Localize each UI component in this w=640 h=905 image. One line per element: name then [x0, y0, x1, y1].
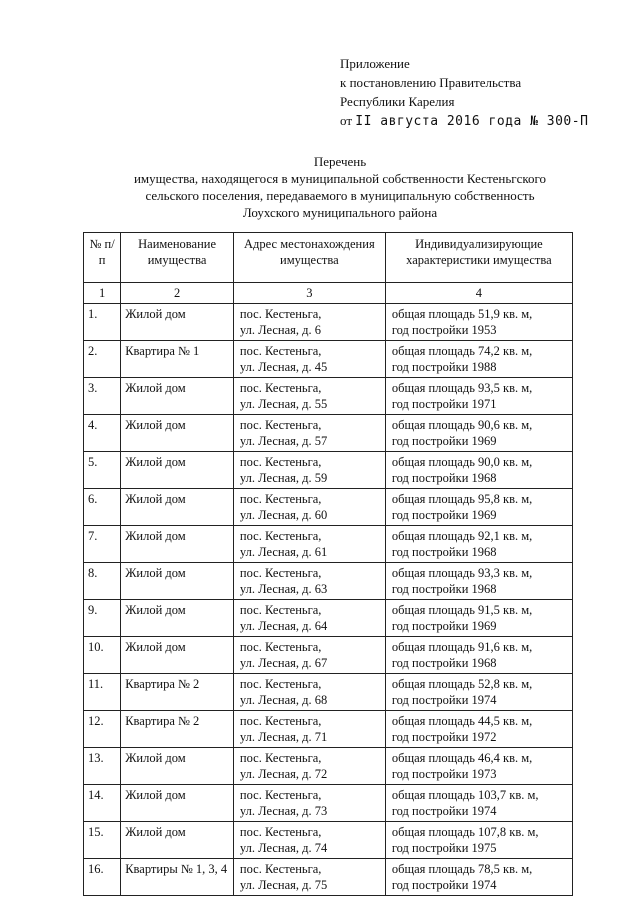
row-address-settlement: пос. Кестеньга, [239, 788, 322, 802]
row-characteristics [385, 415, 572, 452]
table-row [84, 378, 573, 415]
row-number: 10. [84, 637, 121, 674]
row-year: год постройки 1974 [391, 878, 497, 892]
appendix-line-2: к постановлению Правительства [340, 75, 522, 90]
row-name: Жилой дом [121, 637, 234, 674]
row-address [233, 415, 385, 452]
row-address [233, 600, 385, 637]
row-address [233, 637, 385, 674]
row-name: Жилой дом [121, 378, 234, 415]
row-name: Жилой дом [121, 563, 234, 600]
row-area: общая площадь 52,8 кв. м, [391, 677, 533, 691]
table-row [84, 304, 573, 341]
row-year: год постройки 1971 [391, 397, 497, 411]
row-address [233, 526, 385, 563]
row-name: Жилой дом [121, 304, 234, 341]
row-number: 14. [84, 785, 121, 822]
row-area: общая площадь 90,0 кв. м, [391, 455, 533, 469]
row-characteristics [385, 341, 572, 378]
row-characteristics [385, 711, 572, 748]
table-row [84, 711, 573, 748]
row-address [233, 748, 385, 785]
row-address [233, 563, 385, 600]
row-name: Жилой дом [121, 415, 234, 452]
row-address-street: ул. Лесная, д. 60 [239, 508, 328, 522]
row-year: год постройки 1969 [391, 619, 497, 633]
table-body [84, 304, 573, 896]
row-address-settlement: пос. Кестеньга, [239, 381, 322, 395]
column-number: 3 [233, 283, 385, 304]
row-number: 8. [84, 563, 121, 600]
row-year: год постройки 1974 [391, 693, 497, 707]
row-name: Жилой дом [121, 748, 234, 785]
table-row [84, 341, 573, 378]
row-address-settlement: пос. Кестеньга, [239, 492, 322, 506]
column-number: 1 [84, 283, 121, 304]
row-year: год постройки 1972 [391, 730, 497, 744]
row-address-street: ул. Лесная, д. 6 [239, 323, 321, 337]
row-number: 12. [84, 711, 121, 748]
row-area: общая площадь 51,9 кв. м, [391, 307, 533, 321]
row-year: год постройки 1968 [391, 656, 497, 670]
row-year: год постройки 1968 [391, 545, 497, 559]
row-address [233, 785, 385, 822]
row-year: год постройки 1988 [391, 360, 497, 374]
title-line-4: Лоухского муниципального района [242, 205, 438, 220]
row-address [233, 674, 385, 711]
row-number: 9. [84, 600, 121, 637]
row-address-street: ул. Лесная, д. 59 [239, 471, 328, 485]
row-address-settlement: пос. Кестеньга, [239, 529, 322, 543]
header-name: Наименование имущества [121, 233, 234, 283]
row-characteristics [385, 822, 572, 859]
row-address-settlement: пос. Кестеньга, [239, 455, 322, 469]
header-number: № п/п [84, 233, 121, 283]
row-area: общая площадь 91,5 кв. м, [391, 603, 533, 617]
table-row [84, 822, 573, 859]
row-characteristics [385, 304, 572, 341]
table-header-row [84, 233, 573, 283]
row-address-settlement: пос. Кестеньга, [239, 418, 322, 432]
row-number: 6. [84, 489, 121, 526]
row-characteristics [385, 452, 572, 489]
row-year: год постройки 1974 [391, 804, 497, 818]
row-year: год постройки 1973 [391, 767, 497, 781]
row-area: общая площадь 93,5 кв. м, [391, 381, 533, 395]
row-address-street: ул. Лесная, д. 68 [239, 693, 328, 707]
row-year: год постройки 1975 [391, 841, 497, 855]
table-column-numbers-row [84, 283, 573, 304]
row-area: общая площадь 91,6 кв. м, [391, 640, 533, 654]
row-characteristics [385, 600, 572, 637]
row-area: общая площадь 92,1 кв. м, [391, 529, 533, 543]
row-address-street: ул. Лесная, д. 73 [239, 804, 328, 818]
table-row [84, 526, 573, 563]
table-row [84, 748, 573, 785]
appendix-header [340, 54, 588, 131]
row-number: 4. [84, 415, 121, 452]
row-name: Жилой дом [121, 785, 234, 822]
row-address [233, 489, 385, 526]
row-year: год постройки 1969 [391, 508, 497, 522]
row-address-street: ул. Лесная, д. 57 [239, 434, 328, 448]
row-characteristics [385, 526, 572, 563]
property-table [83, 232, 573, 896]
row-address [233, 711, 385, 748]
row-year: год постройки 1968 [391, 582, 497, 596]
row-address-settlement: пос. Кестеньга, [239, 714, 322, 728]
row-address-street: ул. Лесная, д. 61 [239, 545, 328, 559]
row-address-street: ул. Лесная, д. 75 [239, 878, 328, 892]
appendix-line-1: Приложение [340, 56, 410, 71]
row-address-settlement: пос. Кестеньга, [239, 751, 322, 765]
column-number: 2 [121, 283, 234, 304]
row-number: 1. [84, 304, 121, 341]
row-address-street: ул. Лесная, д. 74 [239, 841, 328, 855]
appendix-date-prefix: от [340, 113, 353, 128]
row-name: Квартира № 2 [121, 674, 234, 711]
appendix-line-4 [340, 111, 588, 131]
row-area: общая площадь 78,5 кв. м, [391, 862, 533, 876]
row-address-settlement: пос. Кестеньга, [239, 344, 322, 358]
row-characteristics [385, 748, 572, 785]
table-row [84, 563, 573, 600]
title-line-1: Перечень [313, 154, 367, 169]
row-address-settlement: пос. Кестеньга, [239, 307, 322, 321]
row-address [233, 304, 385, 341]
row-number: 11. [84, 674, 121, 711]
row-area: общая площадь 103,7 кв. м, [391, 788, 539, 802]
row-name: Жилой дом [121, 526, 234, 563]
row-characteristics [385, 637, 572, 674]
row-address-settlement: пос. Кестеньга, [239, 862, 322, 876]
row-number: 3. [84, 378, 121, 415]
table-row [84, 785, 573, 822]
row-name: Жилой дом [121, 822, 234, 859]
header-address: Адрес местонахождения имущества [233, 233, 385, 283]
appendix-date-stamp: II августа 2016 года № 300-П [355, 114, 589, 129]
title-line-3: сельского поселения, передаваемого в муниципальную собственность [145, 188, 535, 203]
row-area: общая площадь 46,4 кв. м, [391, 751, 533, 765]
row-year: год постройки 1968 [391, 471, 497, 485]
row-number: 13. [84, 748, 121, 785]
row-year: год постройки 1969 [391, 434, 497, 448]
table-row [84, 674, 573, 711]
row-address-settlement: пос. Кестеньга, [239, 603, 322, 617]
row-number: 2. [84, 341, 121, 378]
document-title [80, 153, 600, 221]
row-address-street: ул. Лесная, д. 71 [239, 730, 328, 744]
row-address-street: ул. Лесная, д. 67 [239, 656, 328, 670]
table-row [84, 600, 573, 637]
table-row [84, 489, 573, 526]
row-characteristics [385, 674, 572, 711]
row-address-street: ул. Лесная, д. 45 [239, 360, 328, 374]
row-name: Жилой дом [121, 600, 234, 637]
row-area: общая площадь 90,6 кв. м, [391, 418, 533, 432]
row-address-settlement: пос. Кестеньга, [239, 677, 322, 691]
row-name: Жилой дом [121, 452, 234, 489]
row-characteristics [385, 489, 572, 526]
row-area: общая площадь 74,2 кв. м, [391, 344, 533, 358]
row-name: Жилой дом [121, 489, 234, 526]
row-address [233, 859, 385, 896]
row-name: Квартиры № 1, 3, 4 [121, 859, 234, 896]
row-area: общая площадь 107,8 кв. м, [391, 825, 539, 839]
table-row [84, 859, 573, 896]
title-line-2: имущества, находящегося в муниципальной собственности Кестеньгского [133, 171, 547, 186]
row-address [233, 378, 385, 415]
table-row [84, 415, 573, 452]
row-year: год постройки 1953 [391, 323, 497, 337]
row-address-street: ул. Лесная, д. 55 [239, 397, 328, 411]
row-number: 15. [84, 822, 121, 859]
row-characteristics [385, 378, 572, 415]
row-address-street: ул. Лесная, д. 63 [239, 582, 328, 596]
row-area: общая площадь 44,5 кв. м, [391, 714, 533, 728]
row-address-settlement: пос. Кестеньга, [239, 825, 322, 839]
row-address [233, 822, 385, 859]
row-address-street: ул. Лесная, д. 64 [239, 619, 328, 633]
row-address-settlement: пос. Кестеньга, [239, 640, 322, 654]
row-address [233, 452, 385, 489]
row-name: Квартира № 1 [121, 341, 234, 378]
row-characteristics [385, 785, 572, 822]
table-row [84, 637, 573, 674]
column-number: 4 [385, 283, 572, 304]
row-number: 16. [84, 859, 121, 896]
row-number: 7. [84, 526, 121, 563]
appendix-line-3: Республики Карелия [340, 94, 455, 109]
row-address-street: ул. Лесная, д. 72 [239, 767, 328, 781]
row-address-settlement: пос. Кестеньга, [239, 566, 322, 580]
row-name: Квартира № 2 [121, 711, 234, 748]
header-characteristics: Индивидуализирующие характеристики имущества [385, 233, 572, 283]
row-area: общая площадь 93,3 кв. м, [391, 566, 533, 580]
row-characteristics [385, 563, 572, 600]
row-number: 5. [84, 452, 121, 489]
table-row [84, 452, 573, 489]
row-characteristics [385, 859, 572, 896]
row-address [233, 341, 385, 378]
row-area: общая площадь 95,8 кв. м, [391, 492, 533, 506]
